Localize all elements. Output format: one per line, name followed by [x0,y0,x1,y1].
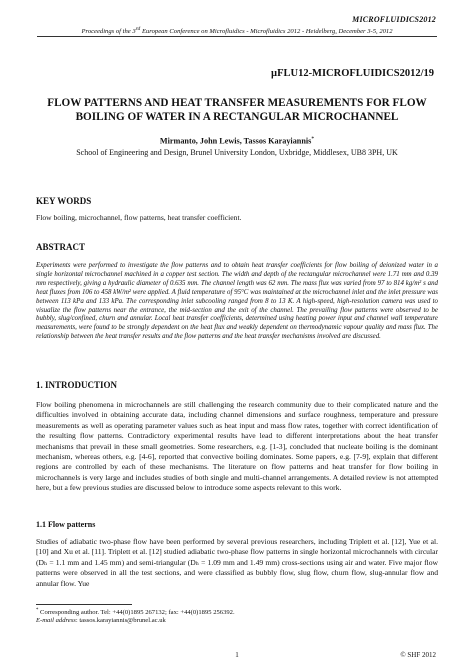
footnote-email [36,617,166,624]
footnote-mark: * [36,608,39,613]
paper-title-line-2: BOILING OF WATER IN A RECTANGULAR MICROCHANNEL [75,111,399,123]
keywords-text: Flow boiling, microchannel, flow patterns, heat transfer coefficient. [36,213,242,222]
proceedings-sup: rd [135,26,141,32]
affiliation: School of Engineering and Design, Brunel University London, Uxbridge, Middlesex, UB8 3PH, UK [76,148,398,157]
introduction-heading: 1. INTRODUCTION [36,380,118,390]
header-divider [37,36,437,37]
flow-patterns-text: Studies of adiabatic two-phase flow have been performed by several previous researchers, including Triplett et al. [12], Yue et al. [10] and Xu et al. [11]. Triplett et al. [12] studied adiabatic two-phase flow patterns in single horizontal microchannels with circular (Dₕ = 1.1 mm and 1.45 mm) and semi-triangular (Dₕ = 1.09 mm and 1.49 mm) cross-sections using air and water. Five major flow patterns were observed in all the test sections, and were classified as bubbly flow, slug flow, churn flow, slug-annular flow and annular flow. Yue [36,537,438,588]
paper-title-line-1: FLOW PATTERNS AND HEAT TRANSFER MEASUREMENTS FOR FLOW [47,97,427,109]
keywords-heading: KEY WORDS [36,196,92,206]
footnote-divider [36,604,132,605]
footnote-contact: Corresponding author. Tel: +44(0)1895 267132; fax: +44(0)1895 256392. [38,609,235,617]
paper-title [40,96,434,124]
page-number: 1 [235,651,239,659]
abstract-heading: ABSTRACT [36,242,86,252]
running-header-proceedings [0,26,474,35]
abstract-text: Experiments were performed to investigate the flow patterns and to obtain heat transfer coefficients for flow boiling of deionized water in a single horizontal microchannel machined in a copper test section. The width and depth of the rectangular microchannel were 1.71 mm and 0.39 mm respectively, giving a hydraulic diameter of 0.635 mm. The channel length was 62 mm. The mass flux was varied from 97 to 814 kg/m² s and heat fluxes from 106 to 458 kW/m² were applied. A fluid temperature of 95°C was maintained at the microchannel inlet and the inlet pressure was between 113 kPa and 133 kPa. The corresponding inlet subcooling ranged from 8 to 13 K. A high-speed, high-resolution camera was used to visualize the flow patterns near the entrance, the mid-section and the exit of the channel. The prevailing flow patterns were observed to be bubbly, slug/confined, churn and annular. Local heat transfer coefficients, determined using heating power input and channel wall temperature measurements, were found to be strongly dependent on the heat flux and weakly dependent on thermodynamic vapour quality and mass flux. The relationship between the heat transfer results and the flow patterns and the heat transfer mechanisms involved are discussed. [36,262,438,341]
proceedings-pre: Proceedings of the 3 [81,28,136,36]
running-header-title: MICROFLUIDICS2012 [352,15,436,24]
proceedings-post: European Conference on Microfluidics - Microfluidics 2012 - Heidelberg, December 3-5, 2012 [140,28,393,36]
author-list [0,136,474,146]
corresponding-mark: * [311,136,315,142]
authors-text: Mirmanto, John Lewis, Tassos Karayiannis [159,136,312,146]
introduction-text: Flow boiling phenomena in microchannels are still challenging the research community due to their complicated nature and the difficulties involved in obtaining accurate data, including channel dimensions and surface roughness, temperature and pressure measurements as well as operating parameter values such as heat input and mass flow rates, together with correct identification of the resulting flow patterns. Contradictory experimental results have lead to different interpretations about the heat transfer mechanisms that prevail in these small geometries. Some researchers, e.g. [1-3], concluded that nucleate boiling is the dominant mechanism, whereas others, e.g. [4-6], reported that convective boiling dominates. Some papers, e.g. [7-9], explain that different regions are controlled by each of these mechanisms. The literature on flow patterns and heat transfer for flow boiling in microchannels is very large and includes studies of both single and multi-channel arrangements. A detailed review is not attempted here, but a few previous studies are discussed below to introduce some aspects relevant to this work. [36,400,438,493]
email-address: : tassos.karayiannis@brunel.ac.uk [75,617,166,624]
copyright-notice: © SHF 2012 [400,651,436,659]
paper-id: µFLU12-MICROFLUIDICS2012/19 [271,68,434,79]
email-label: E-mail address [36,617,76,624]
footnote-corresponding [36,608,235,616]
flow-patterns-heading: 1.1 Flow patterns [36,520,96,529]
